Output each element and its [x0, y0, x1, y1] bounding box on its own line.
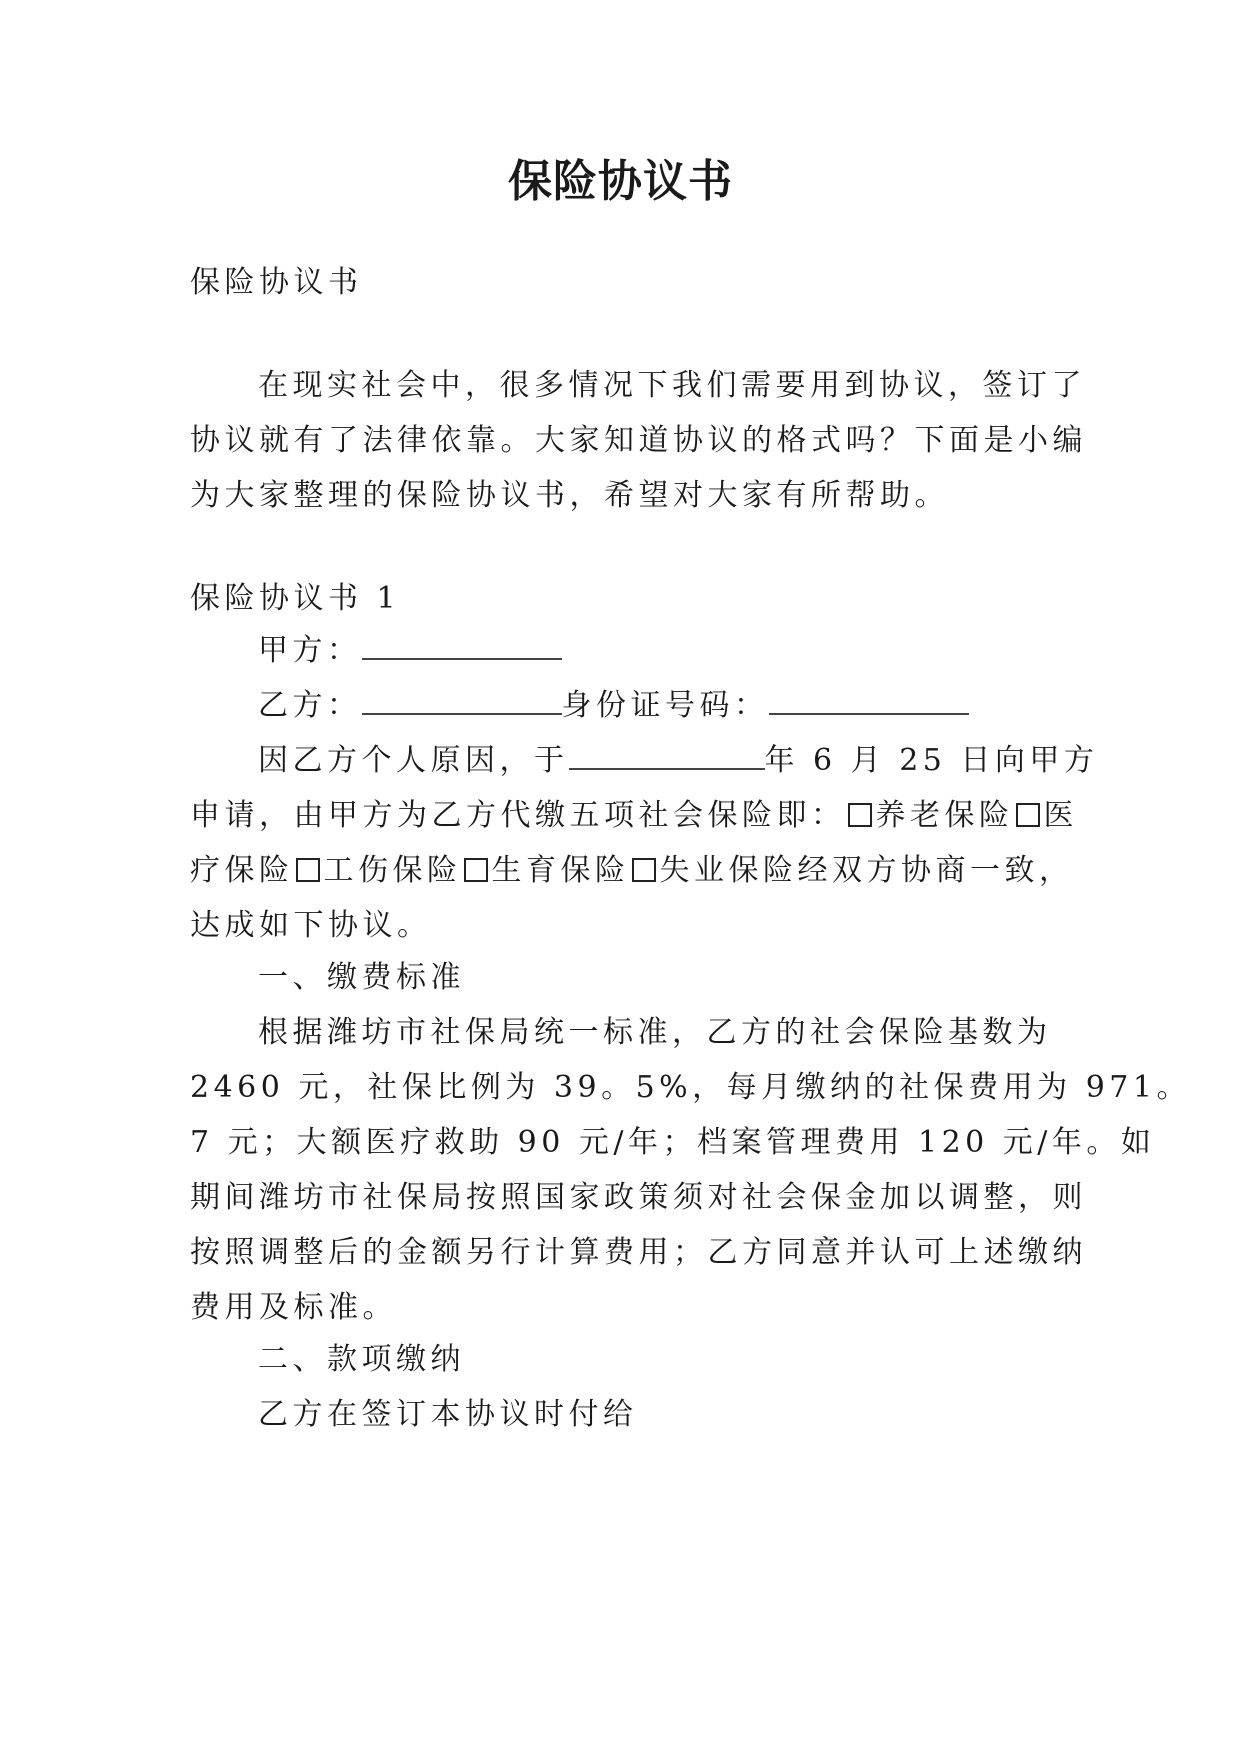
p2-line-3: 7 元；大额医疗救助 90 元/年；档案管理费用 120 元/年。如	[190, 1125, 1156, 1160]
p2-line-4: 期间潍坊市社保局按照国家政策须对社会保金加以调整，则	[190, 1180, 1087, 1215]
p1-l1-a: 因乙方个人原因，于	[258, 743, 569, 778]
unemployment-checkbox	[632, 858, 656, 882]
party-a-blank	[362, 632, 562, 660]
p3-line-1: 乙方在签订本协议时付给	[258, 1397, 638, 1432]
p1-l1-b: 年 6 月 25 日向甲方	[764, 743, 1099, 778]
party-b-label: 乙方：	[258, 688, 362, 723]
intro-line-1: 在现实社会中，很多情况下我们需要用到协议，签订了	[258, 368, 1086, 403]
p2-line-2: 2460 元，社保比例为 39。5%，每月缴纳的社保费用为 971。	[190, 1070, 1191, 1105]
p1-l3-b: 工伤保险	[323, 853, 462, 888]
p1-line-4: 达成如下协议。	[190, 908, 432, 943]
heading-payment: 二、款项缴纳	[258, 1342, 465, 1377]
date-blank	[569, 742, 765, 770]
p1-line-1	[258, 741, 1098, 781]
party-b-blank	[362, 687, 562, 715]
party-a-label: 甲方：	[258, 633, 362, 668]
p1-l3-d: 失业保险经双方协商一致，	[659, 853, 1074, 888]
p1-l2-c: 医	[1043, 798, 1078, 833]
id-label: 身份证号码：	[561, 688, 769, 723]
injury-checkbox	[296, 858, 320, 882]
pension-checkbox	[848, 803, 872, 827]
document-title: 保险协议书	[508, 156, 733, 207]
party-b-line	[258, 686, 969, 726]
intro-line-3: 为大家整理的保险协议书，希望对大家有所帮助。	[190, 478, 949, 513]
p1-l3-c: 生育保险	[491, 853, 630, 888]
document-subtitle: 保险协议书	[190, 265, 363, 300]
id-blank	[769, 687, 969, 715]
section-title: 保险协议书 1	[190, 581, 401, 616]
party-a-line	[258, 631, 562, 671]
medical-checkbox	[1016, 803, 1040, 827]
p1-l3-a: 疗保险	[190, 853, 294, 888]
p1-l2-b: 养老保险	[875, 798, 1014, 833]
intro-line-2: 协议就有了法律依靠。大家知道协议的格式吗？下面是小编	[190, 423, 1087, 458]
p2-line-1: 根据潍坊市社保局统一标准，乙方的社会保险基数为	[258, 1015, 1052, 1050]
maternity-checkbox	[464, 858, 488, 882]
p2-line-6: 费用及标准。	[190, 1290, 397, 1325]
p1-line-3	[190, 851, 1074, 891]
p1-line-2	[190, 796, 1078, 836]
heading-payment-standard: 一、缴费标准	[258, 960, 465, 995]
p2-line-5: 按照调整后的金额另行计算费用；乙方同意并认可上述缴纳	[190, 1235, 1087, 1270]
p1-l2-a: 申请，由甲方为乙方代缴五项社会保险即：	[190, 798, 846, 833]
